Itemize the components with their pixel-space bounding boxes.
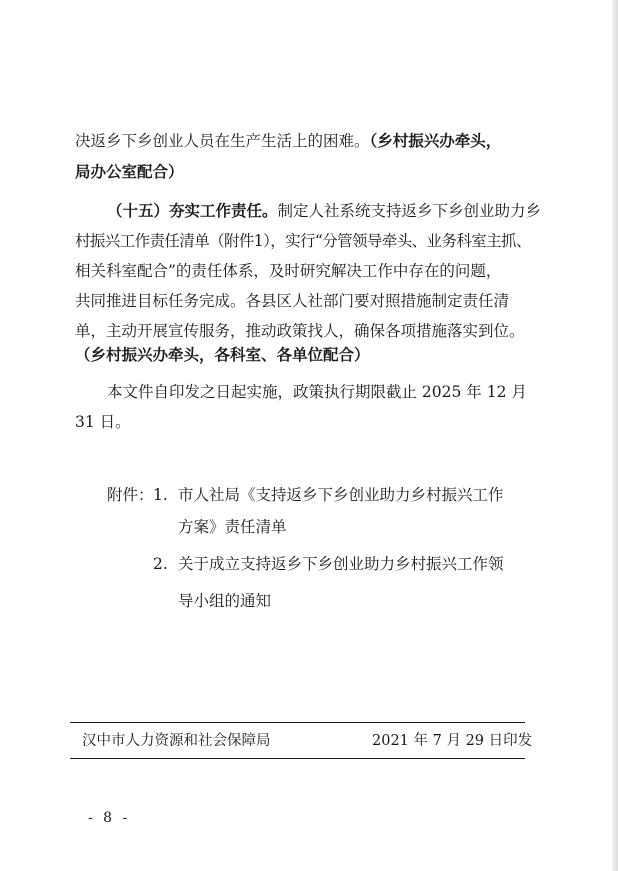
body-line: 单，主动开展宣传服务，推动政策找人，确保各项措施落实到位。	[75, 322, 525, 340]
attachments-label: 附件：	[107, 486, 154, 504]
footer-top-rule	[70, 722, 525, 723]
body-line	[107, 200, 545, 222]
body-line: 相关科室配合”的责任体系，及时研究解决工作中存在的问题，	[75, 262, 502, 280]
issue-date: 2021 年 7 月 29 日印发	[372, 733, 533, 749]
attachment-title: 方案》责任清单	[178, 518, 287, 536]
body-line: 村振兴工作责任清单（附件1），实行“分管领导牵头、业务科室主抓、	[75, 232, 531, 250]
body-line: 31 日。	[75, 413, 131, 431]
body-line	[75, 130, 545, 152]
body-line: 本文件自印发之日起实施，政策执行期限截止 2025 年 12 月	[107, 383, 527, 401]
page-number: - 8 -	[88, 810, 131, 826]
body-line: 共同推进目标任务完成。各县区人社部门要对照措施制定责任清	[75, 292, 510, 310]
body-text: 制定人社系统支持返乡下乡创业助力乡	[277, 202, 542, 220]
body-text: 决返乡下乡创业人员在生产生活上的困难。	[75, 132, 370, 150]
responsibility-note: （乡村振兴办牵头，	[369, 132, 502, 150]
attachment-number: 2.	[153, 555, 168, 573]
attachment-title: 导小组的通知	[178, 592, 272, 610]
responsibility-note: 局办公室配合）	[75, 163, 184, 181]
attachment-number: 1.	[153, 486, 168, 504]
attachment-title: 市人社局《支持返乡下乡创业助力乡村振兴工作	[178, 486, 504, 504]
section-heading: （十五）夯实工作责任。	[107, 202, 278, 220]
scan-edge	[612, 0, 618, 871]
attachment-title: 关于成立支持返乡下乡创业助力乡村振兴工作领	[178, 555, 504, 573]
footer-bottom-rule	[70, 758, 525, 759]
issuer-name: 汉中市人力资源和社会保障局	[82, 733, 271, 749]
responsibility-note: （乡村振兴办牵头，各科室、各单位配合）	[75, 346, 370, 364]
